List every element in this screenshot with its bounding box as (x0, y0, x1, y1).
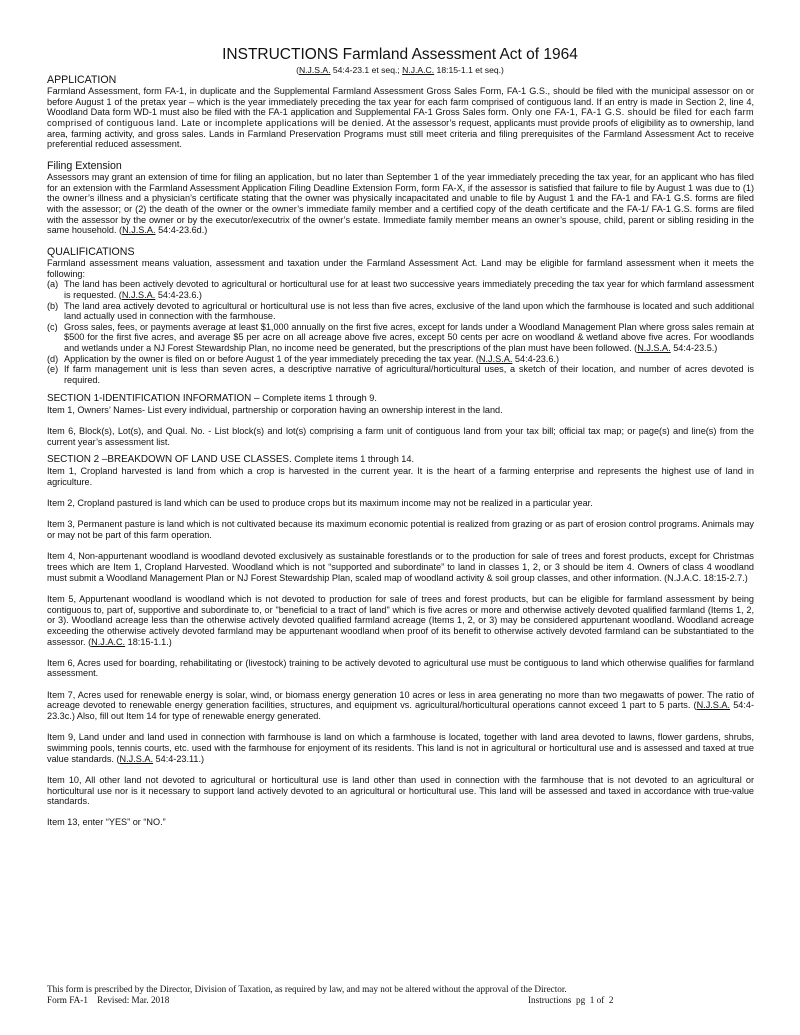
section2-item7 (47, 690, 754, 722)
section2-item9 (47, 732, 754, 764)
item-citation-tail: 54:4-23.6.) (155, 289, 202, 300)
section2-item6: Item 6, Acres used for boarding, rehabilitating or (livestock) training to be actively devoted to agricultural use must be contiguous to land which otherwise qualifies for farmland assessment. (47, 657, 754, 679)
section2-item5-text: Item 5, Appurtenant woodland is woodland which is not devoted to production for sale of trees and forest products, but can be eligible for farmland assessment by being contiguous to, part of, supportive and subordinate to, or "beneficial to a tract of land" which is five acres or more and otherwise actively devoted qualified farmland (Items 1, 2, or 3). Woodland acreage less than the otherwise actively devoted qualified farmland acreage (Items 1, 2, or 3) may be considered appurtenant woodland. Woodland acreage exceeding the otherwise actively devoted farmland may be appurtenant woodland when proof of its benefit to otherwise actively devoted farmland can be substantiated to the assessor. ( (47, 593, 754, 647)
section1-heading-text: SECTION 1-IDENTIFICATION INFORMATION – (47, 392, 263, 404)
item-text: The land has been actively devoted to agricultural or horticultural use for at least two successive years immediately preceding the tax year for which farmland assessment is requested. ( (64, 279, 754, 300)
item-citation: N.J.S.A. (121, 289, 156, 300)
section2-item2: Item 2, Cropland pastured is land which can be used to produce crops but its maximum income may not be realized in a particular year. (47, 498, 593, 509)
subtitle-njsa: N.J.S.A. (298, 65, 331, 75)
filing-extension-text: Assessors may grant an extension of time for filing an application, but no later than September 1 of the year immediately preceding the tax year, for an applicant who has filed for an extension with the Farmland Assessment Application Filing Deadline Extension Form, form FA-X, if the assessor is satisfied that failure to file by August 1 was due to (1) the owner’s illness and a physician’s certificate stating that the owner was physically incapacitated and unable to file by August 1 and the FA-1 and FA-1 G.S. forms are filed with the assessor; or (2) the death of the owner or the owner’s immediate family member and a certified copy of the death certificate and the FA-1/ FA-1 G.S. forms are filed with the assessor by the owner or by the executor/executrix of the owner’s estate. Immediate family member means an owner’s spouse, child, parent or sibling residing in the same household. ( (47, 171, 754, 236)
filing-extension-paragraph (47, 172, 754, 236)
section2-item7-citation: N.J.S.A. (696, 700, 731, 711)
section1-item6: Item 6, Block(s), Lot(s), and Qual. No. - List block(s) and lot(s) comprising a farm unit of contiguous land from your tax bill; official tax map; or page(s) and line(s) from the current year’s assessment list. (47, 426, 754, 447)
application-heading: APPLICATION (47, 74, 117, 86)
application-text-a: Farmland Assessment, form FA-1, in duplicate and the Supplemental Farmland Assessment Gross Sales Form, FA-1 G.S., should be filed with the municipal assessor on or before August 1 of the pretax year – which is the year immediately preceding the tax year for each farm comprised of contiguous land. If an entry is made in Section 2, line 4, Woodland Data form WD-1 must also be filed with the FA-1 application and Supplemental FA-1 Gross Sales form. (47, 86, 754, 118)
item-text: The land area actively devoted to agricultural or horticultural use is not less than five acres, exclusive of the land upon which the farmhouse is located and such additional land actually used in connection with the farmhouse. (64, 300, 754, 322)
item-label: (e) (47, 364, 59, 375)
filing-extension-citation: N.J.S.A. (122, 225, 156, 236)
item-label: (b) (47, 300, 59, 311)
section2-item7-text: Item 7, Acres used for renewable energy is solar, wind, or biomass energy generation 10 acres or less in area generating no more than two megawatts of power. The ratio of acreage devoted to renewable energy generation facilities, structures, and equipment vs. agricultural/horticultural operations cannot exceed 1 part to 5 parts. ( (47, 689, 754, 711)
section2-item4: Item 4, Non-appurtenant woodland is woodland devoted exclusively as sustainable forestlands or to the production for sale of trees and forest products, except for Christmas trees which are Item 1, Cropland Harvested. Woodland which is not “supported and subordinate” to land in classes 1, 2, or 3 should be item 4. Owners of class 4 woodland must submit a Woodland Management Plan or NJ Forest Stewardship Plan, scaled map of woodland activity & soil group classes, and other information. (N.J.A.C. 18:15-2.7.) (47, 551, 754, 583)
section2-item7-citation-tail: 54:4-23.3c.) Also, fill out Item 14 for type of renewable energy generated. (47, 700, 754, 722)
subtitle-end: 18:15-1.1 et seq.) (434, 65, 504, 75)
qualifications-list (47, 279, 754, 386)
qualification-item-e (47, 364, 754, 385)
qualification-item-c (47, 322, 754, 354)
item-citation-tail: 54:4-23.5.) (670, 343, 718, 354)
item-text: Gross sales, fees, or payments average at least $1,000 annually on the first five acres, except for lands under a Woodland Management Plan where gross sales remain at $500 for the first five acres, and average $5 per acre on all acreage above five acres, except 50 cents per acre on woodland & wetland above five acres. For woodlands and wetlands under a NJ Forest Stewardship Plan, no income need be generated, but the prescriptions of the plan must have been followed. ( (64, 321, 754, 354)
section2-item9-citation-tail: 54:4-23.11.) (153, 753, 205, 764)
application-text-b: Only one FA-1, FA-1 G.S. should be filed for each farm comprised of contiguous land. Late or incomplete applications will be denied. (47, 107, 754, 128)
section1-item1: Item 1, Owners’ Names- List every individual, partnership or corporation having an ownership interest in the land. (47, 404, 503, 415)
filing-extension-citation-tail: 54:4-23.6d.) (155, 225, 208, 236)
section1-heading-tail: Complete items 1 through 9. (262, 392, 377, 403)
item-label: (d) (47, 353, 59, 364)
item-text: If farm management unit is less than seven acres, a descriptive narrative of agricultural/horticultural uses, a sketch of their location, and number of acres devoted is required. (64, 364, 754, 386)
section2-heading-text: SECTION 2 –BREAKDOWN OF LAND USE CLASSES. (47, 454, 292, 466)
filing-extension-heading: Filing Extension (47, 159, 122, 172)
subtitle-mid: 54:4-23.1 et seq.; (330, 65, 403, 75)
item-label: (a) (47, 279, 59, 290)
qualifications-heading: QUALIFICATIONS (47, 245, 135, 258)
section2-item9-citation: N.J.S.A. (119, 753, 154, 764)
application-text-c: At the assessor’s request, applicants must provide proofs of eligibility as to ownership, land area, farming activity, and gross sales. Lands in Farmland Preservation Programs must still meet criteria and filing prerequisites of the Farmland Assessment Act to receive preferential reduced assessment. (47, 117, 754, 150)
qualifications-intro: Farmland assessment means valuation, assessment and taxation under the Farmland Assessment Act. Land may be eligible for farmland assessment when it meets the following: (47, 257, 754, 279)
qualification-item-a (47, 279, 754, 300)
section1-heading (47, 392, 754, 405)
section2-item5-citation: N.J.A.C. (91, 636, 126, 647)
section2-item3: Item 3, Permanent pasture is land which is not cultivated because its maximum economic potential is realized from grazing or as part of erosion control programs. Animals may or may not be part of this farm operation. (47, 519, 754, 541)
section2-item5 (47, 594, 754, 647)
item-citation: N.J.S.A. (637, 343, 671, 354)
form-id: Form FA-1 Revised: Mar. 2018 (47, 995, 170, 1005)
item-citation: N.J.S.A. (478, 353, 513, 364)
section2-item1: Item 1, Cropland harvested is land from which a crop is harvested in the current year. It is the heart of a farming enterprise and represents the highest use of land in agriculture. (47, 466, 754, 487)
section2-item9-text: Item 9, Land under and land used in connection with farmhouse is land on which a farmhouse is located, together with land area devoted to lawns, flower gardens, shrubs, swimming pools, tennis courts, etc. used with the farmhouse for enjoyment of its residents. This land is not in agricultural or horticultural use and is assessed and taxed at true value standards. ( (47, 732, 754, 764)
qualification-item-b (47, 301, 754, 322)
document-body (47, 74, 754, 828)
section2-item13: Item 13, enter “YES” or “NO.” (47, 817, 166, 828)
page-number: Instructions pg 1 of 2 (528, 995, 614, 1005)
footer-notice: This form is prescribed by the Director, Division of Taxation, as required by law, and may not be altered without the approval of the Director. (47, 984, 567, 994)
qualification-item-d (47, 354, 754, 365)
item-citation-tail: 54:4-23.6.) (512, 353, 560, 364)
section2-item5-citation-tail: 18:15-1.1.) (125, 636, 172, 647)
section2-heading (47, 453, 754, 466)
item-text: Application by the owner is filed on or before August 1 of the year immediately preceding the tax year. ( (64, 353, 479, 364)
section2-heading-tail: Complete items 1 through 14. (291, 454, 414, 465)
page-title: INSTRUCTIONS Farmland Assessment Act of 1964 (222, 46, 578, 63)
application-paragraph (47, 86, 754, 150)
section2-item10: Item 10, All other land not devoted to agricultural or horticultural use is land other than used in connection with the farmhouse that is not devoted to an agricultural or horticultural use nor is it necessary to support land actively devoted to an agricultural or horticultural use. This land will be assessed and taxed in accordance with true-value standards. (47, 774, 754, 807)
subtitle-open: ( (296, 65, 299, 75)
subtitle-njac: N.J.A.C. (402, 65, 435, 75)
item-label: (c) (47, 321, 58, 332)
